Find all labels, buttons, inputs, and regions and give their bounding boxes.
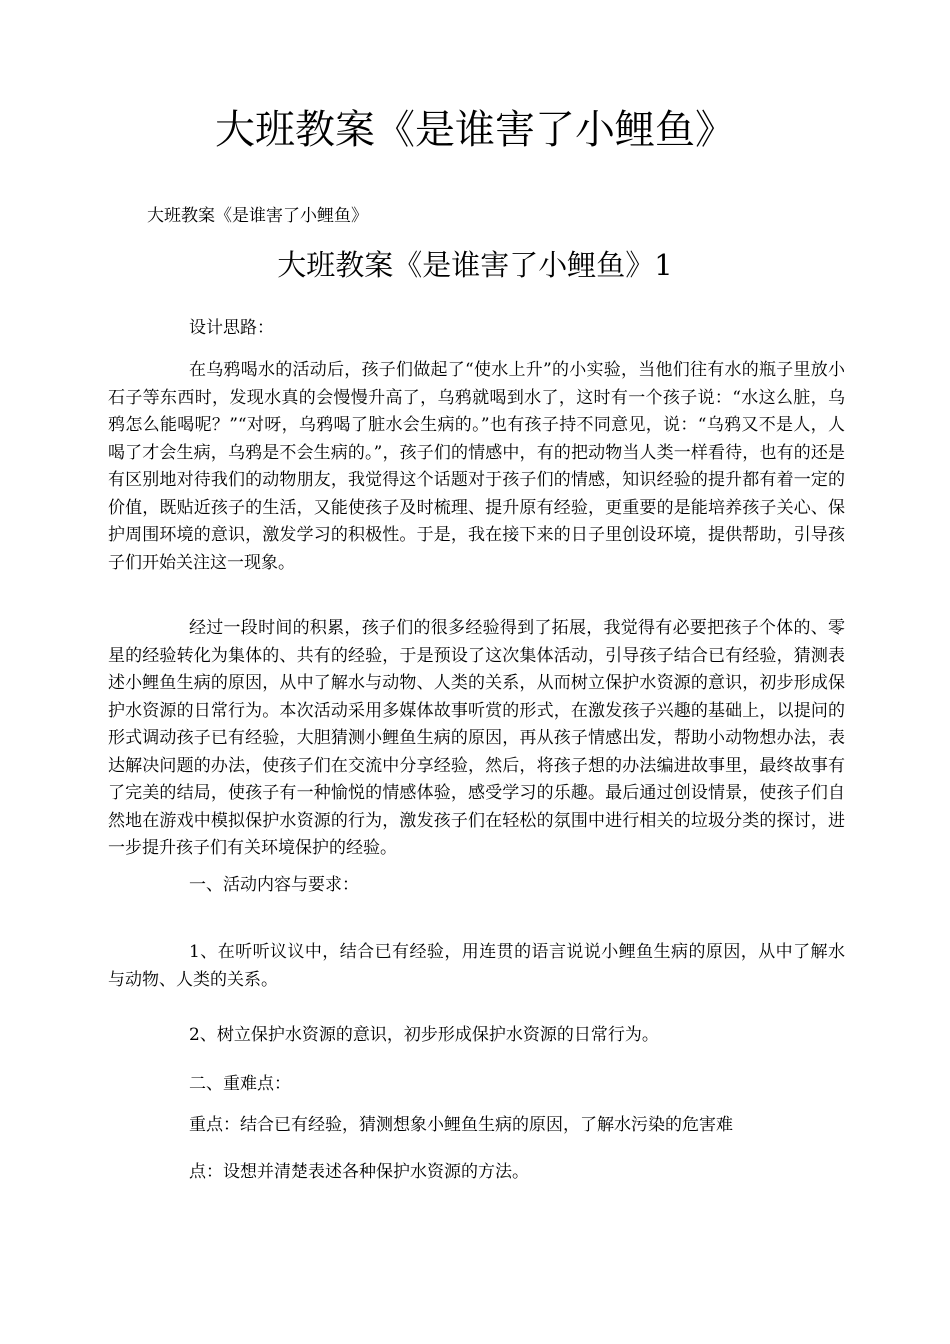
difficult-point: 点：设想并清楚表述各种保护水资源的方法。 <box>189 1162 529 1182</box>
document-title: 大班教案《是谁害了小鲤鱼》 <box>215 107 735 153</box>
design-rationale-label: 设计思路： <box>189 318 274 338</box>
document-subtitle: 大班教案《是谁害了小鲤鱼》 <box>147 206 368 226</box>
requirement-item-2: 2、树立保护水资源的意识，初步形成保护水资源的日常行为。 <box>189 1025 659 1045</box>
lesson-plan-heading: 大班教案《是谁害了小鲤鱼》1 <box>277 248 673 282</box>
section-key-difficult-points: 二、重难点： <box>189 1074 291 1094</box>
requirement-item-1: 1、在听听议议中，结合已有经验，用连贯的语言说说小鲤鱼生病的原因，从中了解水与动物、人类的关系。 <box>108 942 845 990</box>
design-paragraph-2: 经过一段时间的积累，孩子们的很多经验得到了拓展，我觉得有必要把孩子个体的、零星的经验转化为集体的、共有的经验，于是预设了这次集体活动，引导孩子结合已有经验，猜测表述小鲤鱼生病的原因，从中了解水与动物、人类的关系，从而树立保护水资源的意识，初步形成保护水资源的日常行为。本次活动采用多媒体故事听赏的形式，在激发孩子兴趣的基础上，以提问的形式调动孩子已有经验，大胆猜测小鲤鱼生病的原因，再从孩子情感出发，帮助小动物想办法，表达解决问题的办法，使孩子们在交流中分享经验，然后，将孩子想的办法编进故事里，最终故事有了完美的结局，使孩子有一种愉悦的情感体验，感受学习的乐趣。最后通过创设情景，使孩子们自然地在游戏中模拟保护水资源的行为，激发孩子们在轻松的氛围中进行相关的垃圾分类的探讨，进一步提升孩子们有关环境保护的经验。 <box>108 618 845 858</box>
section-activity-content: 一、活动内容与要求： <box>189 875 359 895</box>
design-paragraph-1: 在乌鸦喝水的活动后，孩子们做起了“使水上升”的小实验，当他们往有水的瓶子里放小石子等东西时，发现水真的会慢慢升高了，乌鸦就喝到水了，这时有一个孩子说：“水这么脏，乌鸦怎么能喝呢？”“对呀，乌鸦喝了脏水会生病的。”也有孩子持不同意见，说：“乌鸦又不是人，人喝了才会生病，乌鸦是不会生病的。”，孩子们的情感中，有的把动物当人类一样看待，也有的还是有区别地对待我们的动物朋友，我觉得这个话题对于孩子们的情感，知识经验的提升都有着一定的价值，既贴近孩子的生活，又能使孩子及时梳理、提升原有经验，更重要的是能培养孩子关心、保护周围环境的意识，激发学习的积极性。于是，我在接下来的日子里创设环境，提供帮助，引导孩子们开始关注这一现象。 <box>108 360 845 573</box>
key-point: 重点：结合已有经验，猜测想象小鲤鱼生病的原因，了解水污染的危害难 <box>189 1115 733 1135</box>
